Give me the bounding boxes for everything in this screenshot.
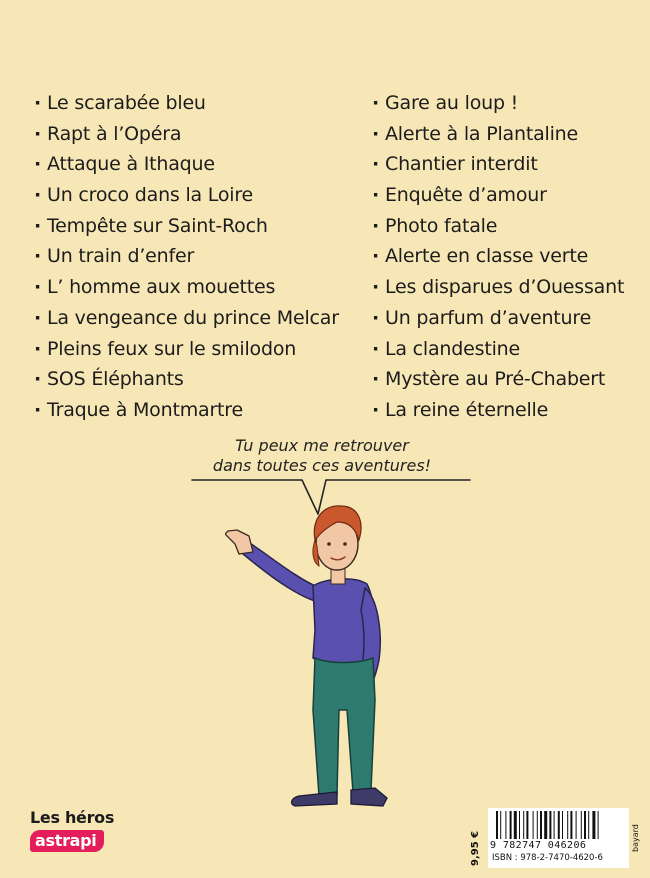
barcode-bars xyxy=(488,808,629,842)
title-text: Tempête sur Saint-Roch xyxy=(47,214,268,237)
bullet: · xyxy=(372,245,380,268)
bullet: · xyxy=(372,92,380,114)
title-text: Rapt à l’Opéra xyxy=(47,122,182,145)
bullet: · xyxy=(372,306,380,329)
bullet: · xyxy=(372,122,380,145)
title-text: Mystère au Pré-Chabert xyxy=(385,368,606,391)
publisher-label: bayard xyxy=(631,824,640,852)
bullet: · xyxy=(372,214,380,237)
speech-line-1: Tu peux me retrouver xyxy=(235,436,409,455)
bullet: · xyxy=(372,184,380,207)
isbn-text: ISBN : 978-2-7470-4620-6 xyxy=(492,853,603,863)
bullet: · xyxy=(372,276,380,299)
barcode-number: 9 782747 046206 xyxy=(490,840,587,851)
title-text: Enquête d’amour xyxy=(385,184,547,207)
bullet: · xyxy=(34,122,42,145)
title-text: SOS Éléphants xyxy=(47,368,184,391)
logo-line-2: astrapi xyxy=(30,830,104,852)
logo-line-1: Les héros xyxy=(30,808,115,827)
title-text: Alerte en classe verte xyxy=(385,245,589,268)
series-logo xyxy=(30,808,114,852)
title-text: Attaque à Ithaque xyxy=(47,153,215,176)
character-illustration xyxy=(225,500,435,825)
title-text: Photo fatale xyxy=(385,214,498,237)
bullet: · xyxy=(34,368,42,391)
speech-line-2: dans toutes ces aventures! xyxy=(212,456,432,475)
bullet: · xyxy=(372,337,380,360)
title-text: Un parfum d’aventure xyxy=(385,306,592,329)
title-text: Un croco dans la Loire xyxy=(47,184,254,207)
bullet: · xyxy=(372,398,380,421)
bullet: · xyxy=(34,398,42,421)
bullet: · xyxy=(34,153,42,176)
title-text: Un train d’enfer xyxy=(47,245,195,268)
bullet: · xyxy=(372,368,380,391)
title-text: La reine éternelle xyxy=(385,398,549,421)
speech-bubble-text xyxy=(172,436,472,476)
bullet: · xyxy=(34,184,42,207)
title-text: Alerte à la Plantaline xyxy=(385,122,579,145)
title-text: Chantier interdit xyxy=(385,153,538,176)
title-text: Gare au loup ! xyxy=(385,92,519,114)
title-text: Les disparues d’Ouessant xyxy=(385,276,625,299)
title-text: L’ homme aux mouettes xyxy=(47,276,276,299)
title-text: La clandestine xyxy=(385,337,520,360)
bullet: · xyxy=(34,214,42,237)
price-label: 9,95 € xyxy=(470,830,481,866)
title-text: La vengeance du prince Melcar xyxy=(47,306,339,329)
title-text: Le scarabée bleu xyxy=(47,92,206,114)
bullet: · xyxy=(34,337,42,360)
title-text: Pleins feux sur le smilodon xyxy=(47,337,297,360)
bullet: · xyxy=(372,153,380,176)
bullet: · xyxy=(34,245,42,268)
bullet: · xyxy=(34,306,42,329)
bullet: · xyxy=(34,276,42,299)
bullet: · xyxy=(34,92,42,114)
title-text: Traque à Montmartre xyxy=(47,398,243,421)
